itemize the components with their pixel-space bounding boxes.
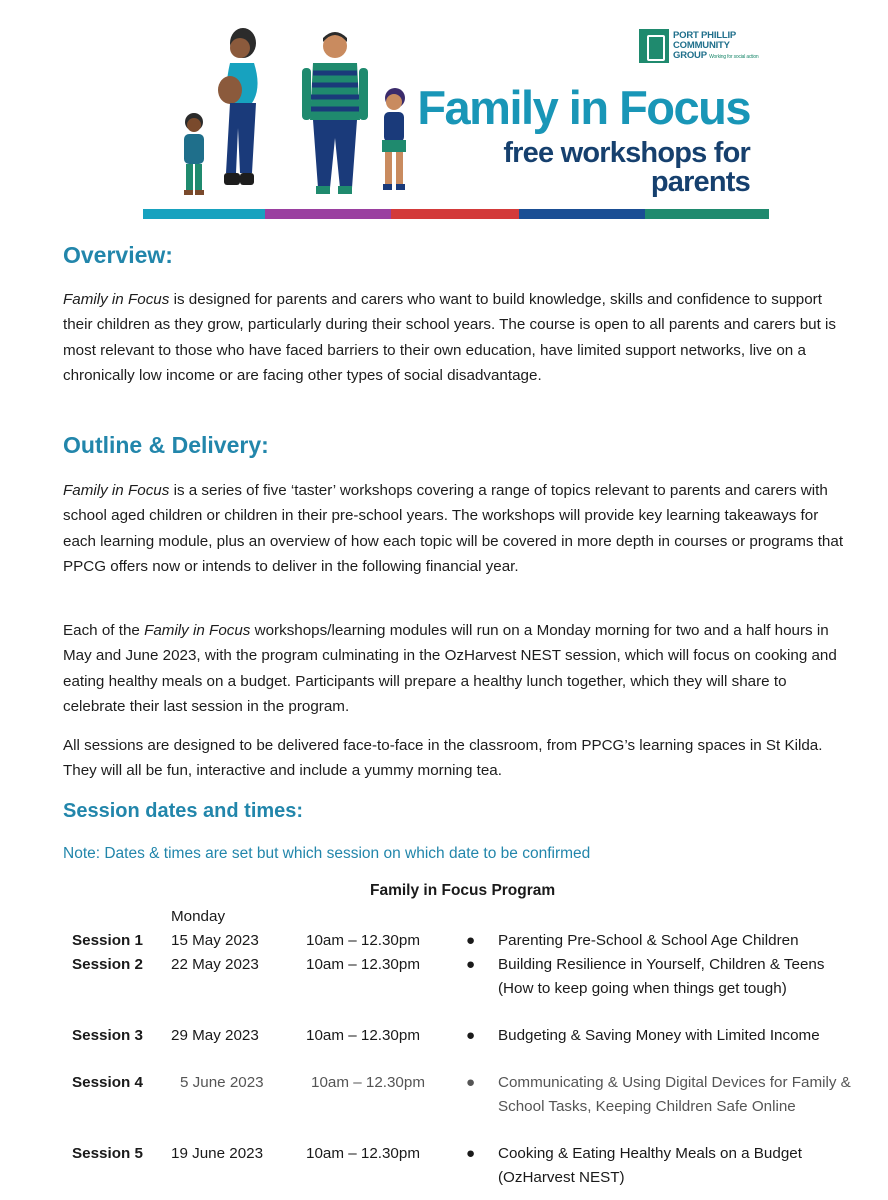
session-date: 15 May 2023 (171, 932, 259, 949)
bullet-icon: ● (466, 956, 476, 973)
ppcg-logo (639, 27, 759, 65)
man-figure (302, 32, 368, 194)
program-table-title: Family in Focus Program (370, 882, 556, 899)
day-label: Monday (171, 908, 226, 925)
woman-figure (218, 28, 258, 185)
bullet-icon: ● (466, 1027, 476, 1044)
page-title: Family in Focus (417, 81, 750, 134)
session-topic: Building Resilience in Yourself, Children & Teens (How to keep going when things get tough) (498, 956, 825, 997)
overview-paragraph: Family in Focus is designed for parents and carers who want to build knowledge, skills and confidence to support their children as they grow, particularly during their school years. The course is open to all parents and carers but is most relevant to those who have faced barriers to their own education, have limited support networks, live on a chronically low income or are facing other types of social disadvantage. (63, 291, 836, 385)
session-time: 10am – 12.30pm (306, 1027, 420, 1044)
session-name: Session 5 (72, 1145, 143, 1162)
session-time: 10am – 12.30pm (311, 1074, 425, 1091)
child-figure-right (382, 88, 406, 190)
session-topic: Communicating & Using Digital Devices for Family & School Tasks, Keeping Children Safe Online (498, 1074, 851, 1115)
outline-paragraph-3: All sessions are designed to be delivered face-to-face in the classroom, from PPCG’s learning spaces in St Kilda. They will all be fun, interactive and include a yummy morning tea. (63, 737, 823, 780)
bullet-icon: ● (466, 1145, 476, 1162)
sessions-note: Note: Dates & times are set but which session on which date to be confirmed (63, 845, 591, 862)
bullet-icon: ● (466, 932, 476, 949)
outline-paragraph-2: Each of the Family in Focus workshops/learning modules will run on a Monday morning for two and a half hours in May and June 2023, with the program culminating in the OzHarvest NEST session, which will focus on cooking and eating healthy meals on a budget. Participants will prepare a healthy lunch together, which they will share to celebrate their last session in the program. (63, 622, 837, 716)
family-illustration (170, 28, 420, 203)
session-name: Session 3 (72, 1027, 143, 1044)
outline-heading: Outline & Delivery: (63, 432, 269, 458)
outline-paragraph-1: Family in Focus is a series of five ‘taster’ workshops covering a range of topics relevant to parents and carers with school aged children or children in their pre-school years. The workshops will provide key learning takeaways for each learning module, plus an overview of how each topic will be covered in more depth in courses or programs that PPCG offers now or intends to deliver in the following financial year. (63, 482, 844, 576)
header-banner (0, 0, 888, 225)
session-time: 10am – 12.30pm (306, 932, 420, 949)
page-subtitle-line2: parents (650, 166, 750, 198)
session-time: 10am – 12.30pm (306, 1145, 420, 1162)
session-topic: Budgeting & Saving Money with Limited Income (498, 1027, 820, 1044)
session-date: 5 June 2023 (180, 1074, 264, 1091)
overview-heading: Overview: (63, 242, 173, 268)
session-date: 22 May 2023 (171, 956, 259, 973)
page-subtitle-line1: free workshops for (503, 137, 750, 169)
session-name: Session 4 (72, 1074, 143, 1091)
session-topic: Parenting Pre-School & School Age Children (498, 932, 799, 949)
session-date: 29 May 2023 (171, 1027, 259, 1044)
session-date: 19 June 2023 (171, 1145, 264, 1162)
child-figure-left (184, 113, 204, 195)
logo-text: PORT PHILLIP COMMUNITY GROUP Working for social action (673, 29, 759, 61)
session-name: Session 2 (72, 956, 143, 973)
session-name: Session 1 (72, 932, 143, 949)
bullet-icon: ● (466, 1074, 476, 1091)
color-stripe (143, 209, 769, 219)
sessions-heading: Session dates and times: (63, 800, 304, 822)
session-time: 10am – 12.30pm (306, 956, 420, 973)
session-topic: Cooking & Eating Healthy Meals on a Budget (OzHarvest NEST) (498, 1145, 802, 1186)
logo-mark-icon (639, 29, 669, 63)
